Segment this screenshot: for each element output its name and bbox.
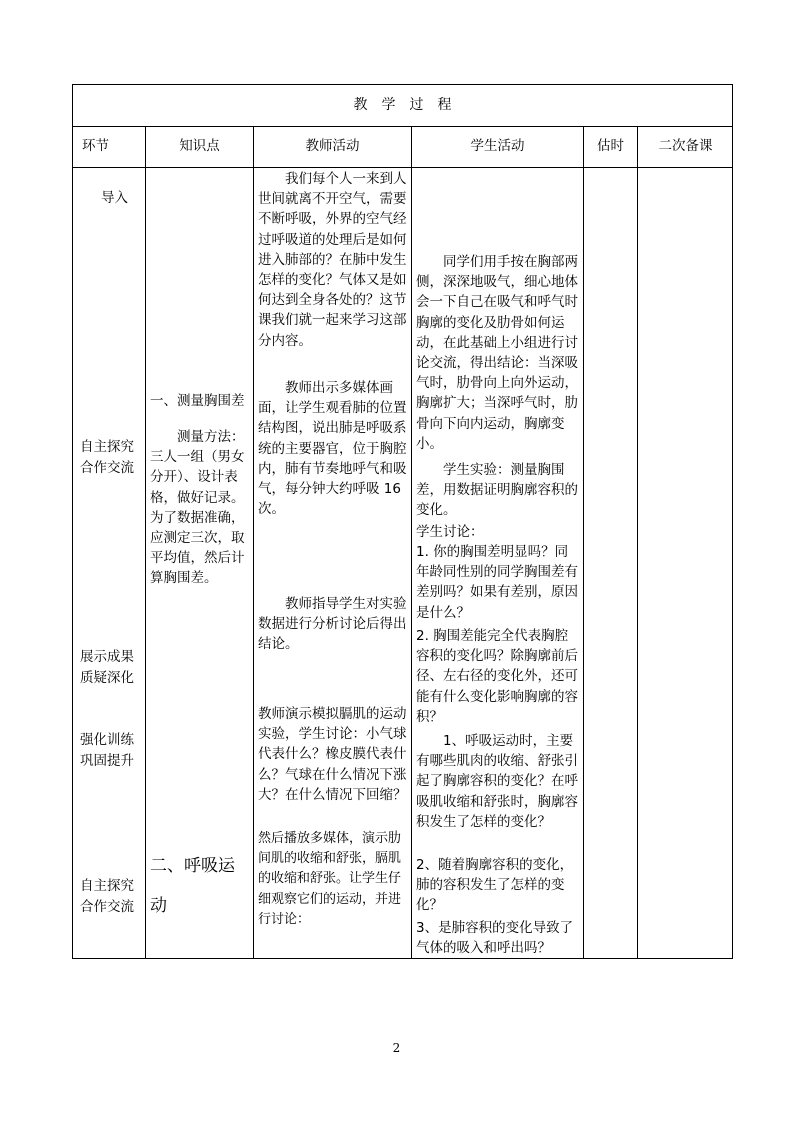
student-chest-text: 同学们用手按在胸部两侧，深深地吸气，细心地体会一下自己在吸气和呼气时胸廓的变化及肋骨如何运动，在此基础上小组进行讨论交流，得出结论：当深吸气时，肋骨向上向外运动，胸廓扩大；当深呼气时，肋骨向下向内运动，胸廓变小。 [416, 254, 578, 452]
stage-explore-1: 自主探究合作交流 [80, 439, 134, 476]
knowledge-point-2-title: 二、呼吸运动 [150, 856, 235, 916]
student-question-4: 2、随着胸廓容积的变化，肺的容积发生了怎样的变化？ [416, 857, 574, 914]
teacher-multimedia-text: 教师出示多媒体画面，让学生观看肺的位置结构图，说出肺是呼吸系统的主要器官，位于胸腔内，肺有节奏地呼气和吸气，每分钟大约呼吸 16次。 [258, 380, 407, 518]
header-notes: 二次备课 [658, 138, 713, 154]
teacher-discussion-text: 然后播放多媒体，演示肋间肌的收缩和舒张，膈肌的收缩和舒张。让学生仔细观察它们的运动，并进行讨论： [258, 831, 402, 927]
student-experiment-text: 学生实验：测量胸围差，用数据证明胸廓容积的变化。 [416, 462, 578, 519]
stage-practice: 强化训练巩固提升 [80, 732, 134, 769]
student-question-1: 1. 你的胸围差明显吗？同年龄同性别的同学胸围差有差别吗？如果有差别，原因是什么？ [416, 544, 578, 621]
student-question-3: 1、呼吸运动时，主要有哪些肌肉的收缩、舒张引起了胸廓容积的变化？在呼吸肌收缩和舒张时，胸廓容积发生了怎样的变化？ [416, 733, 578, 830]
col-divider [583, 126, 584, 959]
col-divider [253, 126, 254, 959]
student-discussion-label: 学生讨论： [416, 524, 484, 540]
teacher-intro-text: 我们每个人一来到人世间就离不开空气，需要不断呼吸，外界的空气经过呼吸道的处理后是如何进入肺部的？在肺中发生怎样的变化？气体又是如何达到全身各处的？这节课我们就一起来学习这部分内容。 [258, 171, 407, 349]
header-time: 估时 [597, 138, 624, 154]
header-teacher: 教师活动 [305, 138, 360, 154]
page-number: 2 [392, 1041, 401, 1055]
knowledge-point-1-body: 测量方法：三人一组（男女分开）、设计表格，做好记录。为了数据准确，应测定三次，取平均值，然后计算胸围差。 [150, 429, 245, 587]
teacher-diaphragm-text: 教师演示模拟膈肌的运动实验，学生讨论：小气球代表什么？橡皮膜代表什么？气球在什么情况下涨大？在什么情况下回缩？ [258, 706, 407, 803]
row-divider [72, 167, 733, 168]
student-question-2: 2. 胸围差能完全代表胸腔容积的变化吗？除胸廓前后径、左右径的变化外，还可能有什么变化影响胸廓的容积？ [416, 628, 578, 725]
knowledge-point-1-title: 一、测量胸围差 [150, 393, 245, 409]
header-student: 学生活动 [470, 138, 525, 154]
stage-explore-2: 自主探究合作交流 [80, 878, 134, 915]
col-divider [145, 126, 146, 959]
header-knowledge: 知识点 [179, 138, 220, 154]
table-title: 教 学 过 程 [353, 97, 452, 113]
col-divider [637, 126, 638, 959]
header-stage: 环节 [82, 138, 109, 154]
teacher-guidance-text: 教师指导学生对实验数据进行分析讨论后得出结论。 [258, 596, 407, 653]
col-divider [411, 126, 412, 959]
student-question-5: 3、是肺容积的变化导致了气体的吸入和呼出吗？ [416, 920, 574, 957]
stage-showcase: 展示成果质疑深化 [80, 649, 134, 686]
stage-intro: 导入 [101, 190, 128, 206]
